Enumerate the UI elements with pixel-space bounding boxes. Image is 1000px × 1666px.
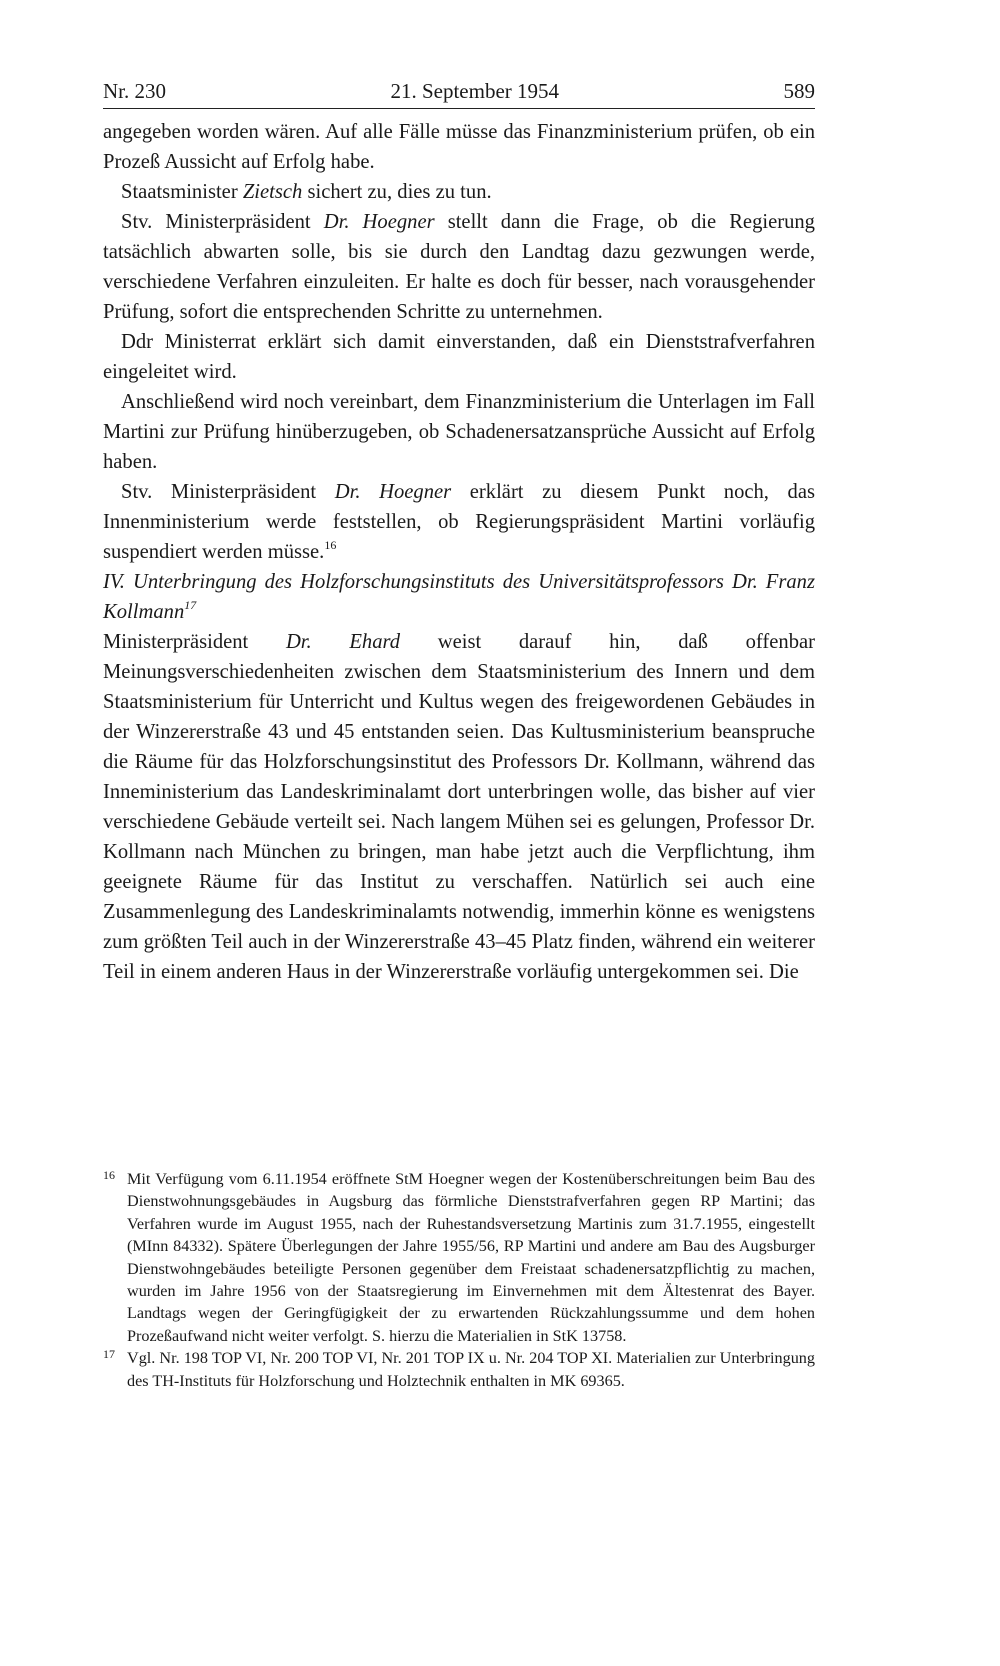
footnote-ref-16[interactable]: 16 [324,538,337,552]
footnote-number: 16 [103,1168,115,1182]
speaker-name: Zietsch [242,181,303,203]
paragraph-continuation: angegeben worden wären. Auf alle Fälle müsse das Finanzministerium prüfen, ob ein Prozeß Aussicht auf Erfolg habe. [103,121,815,173]
footnote-17 [103,1347,815,1392]
speaker-name: Dr. Ehard [285,631,401,653]
running-header [103,78,815,109]
section-heading: IV. Unterbringung des Holzforschungsinstituts des Universitätsprofessors Dr. Franz Kollmann$^{17}$ [103,571,815,623]
footnote-number: 17 [103,1347,115,1362]
paragraph-hoegner-statement: Stv. Ministerpräsident Dr. Hoegner erklärt zu diesem Punkt noch, das Innenministerium werde feststellen, ob Regierungspräsident Martini vorläufig suspendiert werden müsse.$^{16}$ [103,481,815,563]
document-page [103,78,815,987]
body-text [103,117,815,987]
footnotes [103,1168,815,1392]
footnote-ref-17[interactable]: 17 [184,598,197,612]
page-number: 589 [783,79,815,103]
paragraph-agreement: Anschließend wird noch vereinbart, dem Finanzministerium die Unterlagen im Fall Martini zur Prüfung hinüberzugeben, ob Schadenersatzansprüche Aussicht auf Erfolg haben. [103,391,815,473]
paragraph-ehard: Ministerpräsident Dr. Ehard weist darauf hin, daß offenbar Meinungsverschiedenheiten zwischen dem Staatsministerium des Innern und dem Staatsministerium für Unterricht und Kultus wegen des freigewordenen Gebäudes in der Winzererstraße 43 und 45 entstanden seien. Das Kultusministerium beanspruche die Räume für das Holzforschungsinstitut des Professors Dr. Kollmann, während das Inneministerium das Landeskriminalamt dort unterbringen wolle, das bisher auf vier verschiedene Gebäude verteilt sei. Nach langem Mühen sei es gelungen, Professor Dr. Kollmann nach München zu bringen, man habe jetzt auch die Verpflichtung, ihm geeignete Räume für das Institut zu verschaffen. Natürlich sei auch eine Zusammenlegung des Landeskriminalamts notwendig, immerhin könne es wenigstens zum größten Teil auch in der Winzererstraße 43–45 Platz finden, während ein weiterer Teil in einem anderen Haus in der Winzererstraße vorläufig untergekommen sei. Die [103,631,816,983]
session-date: 21. September 1954 [390,79,560,103]
footnote-text: Vgl. Nr. 198 TOP VI, Nr. 200 TOP VI, Nr. 201 TOP IX u. Nr. 204 TOP XI. Materialien zur Unterbringung des TH-Instituts für Holzforschung und Holztechnik enthalten in MK 69365. [127,1349,815,1390]
paragraph-hoegner-question: Stv. Ministerpräsident Dr. Hoegner stellt dann die Frage, ob die Regierung tatsächlich abwarten solle, bis sie durch den Landtag dazu gezwungen werde, verschiedene Verfahren einzuleiten. Er halte es doch für besser, nach vorausgehender Prüfung, sofort die entsprechenden Schritte zu unternehmen. [103,211,815,323]
speaker-name: Dr. Hoegner [334,481,452,503]
footnote-text: Mit Verfügung vom 6.11.1954 eröffnete StM Hoegner wegen der Kostenüberschreitungen beim Bau des Dienstwohnungsgebäudes in Augsburg das förmliche Dienststrafverfahren gegen RP Martini; das Verfahren wurde im August 1955, nach der Ruhestandsversetzung Martinis zum 31.7.1955, eingestellt (MInn 84332). Spätere Überlegungen der Jahre 1955/56, RP Martini und andere am Bau des Augsburger Dienstwohngebäudes beteiligte Personen gegenüber dem Freistaat schadenersatzpflichtig zu machen, wurden im Jahre 1956 von der Staatsregierung im Einvernehmen mit dem Ältestenrat des Bayer. Landtags wegen der Geringfügigkeit der zu erwartenden Rückzahlungssumme und dem hohen Prozeßaufwand nicht weiter verfolgt. S. hierzu die Materialien in StK 13758. [127,1170,815,1345]
footnote-16 [103,1168,815,1347]
paragraph-ministerrat-decision: Ddr Ministerrat erklärt sich damit einverstanden, daß ein Dienststrafverfahren eingeleitet wird. [103,331,815,383]
paragraph-zietsch: Staatsminister Zietsch sichert zu, dies zu tun. [121,181,492,203]
speaker-name: Dr. Hoegner [323,211,435,233]
document-number: Nr. 230 [103,79,166,103]
